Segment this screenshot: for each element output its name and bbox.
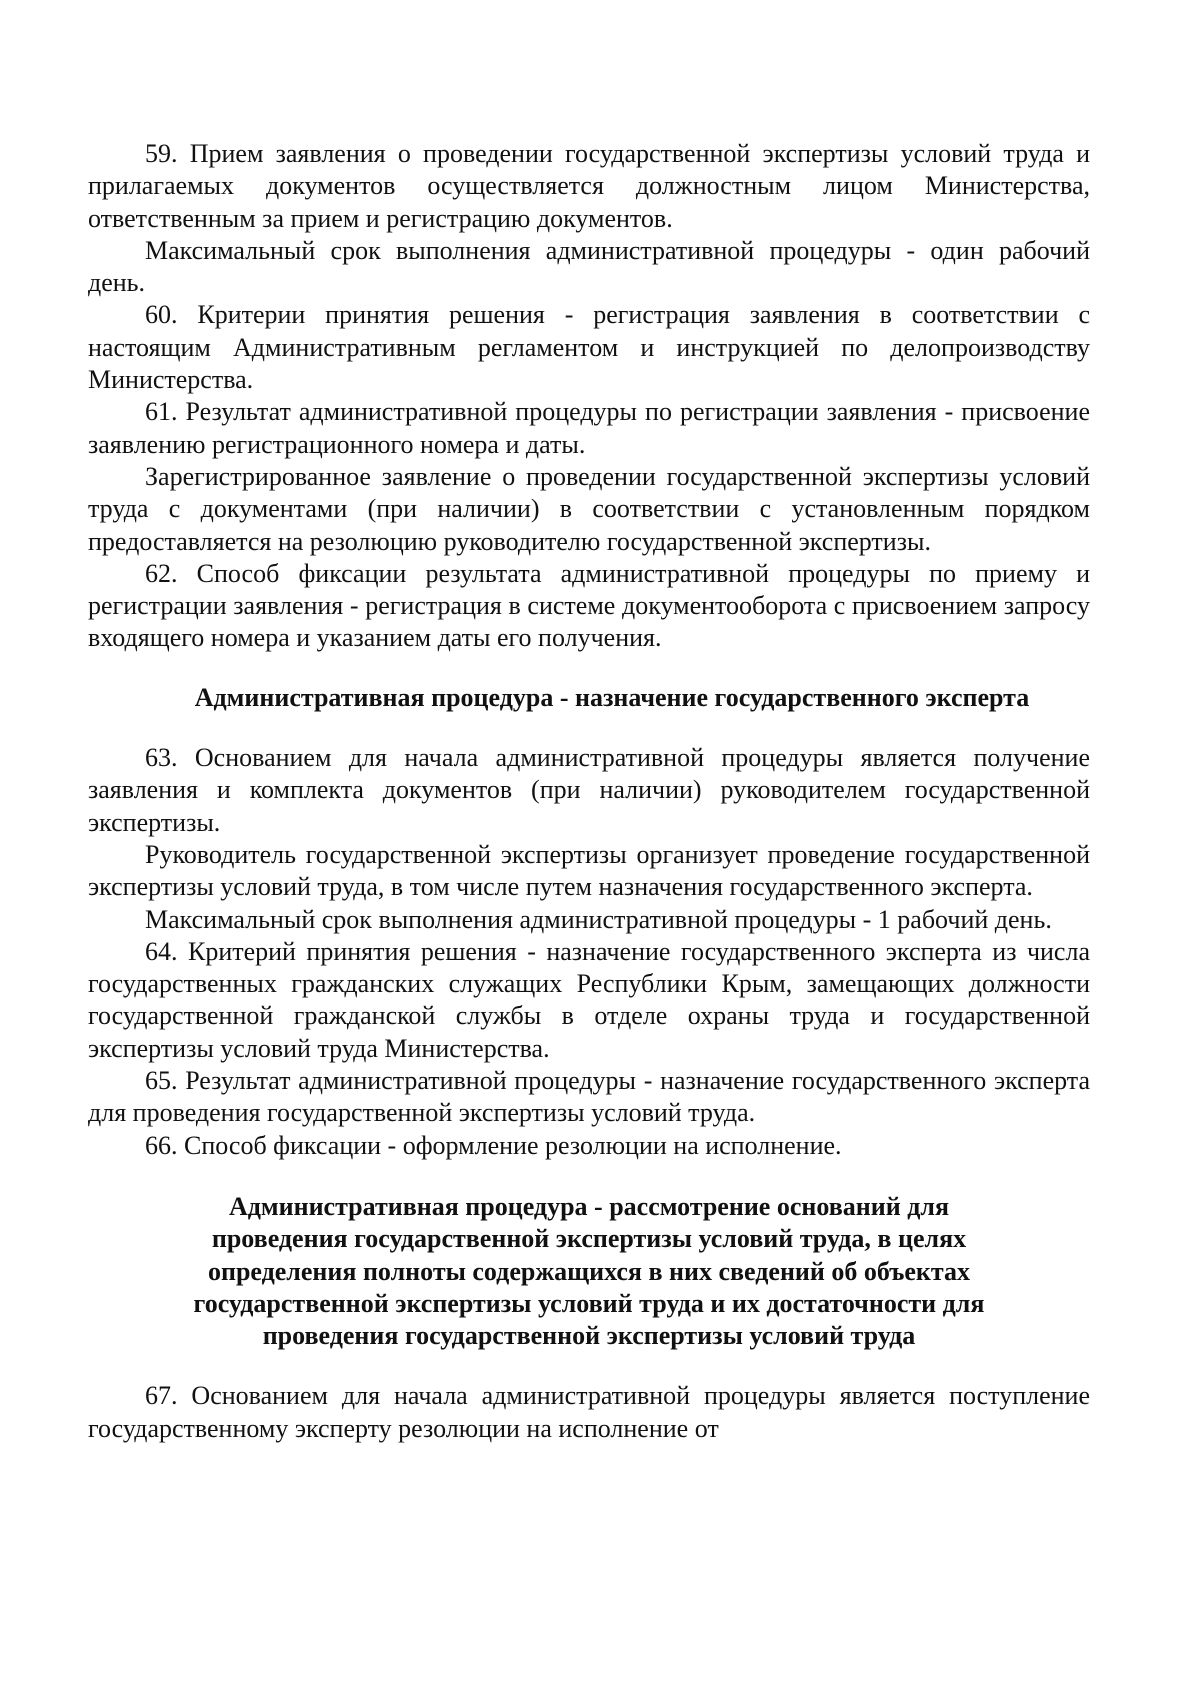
heading-line: определения полноты содержащихся в них сведений об объектах: [207, 1256, 971, 1286]
heading-line: Административная процедура - рассмотрение оснований для: [228, 1191, 950, 1221]
paragraph-61: 61. Результат административной процедуры по регистрации заявления - присвоение заявлению регистрационного номера и даты.: [88, 397, 1090, 459]
paragraph-65: 65. Результат административной процедуры - назначение государственного эксперта для проведения государственной экспертизы условий труда.: [88, 1066, 1090, 1128]
section-heading-expert-appointment: Административная процедура - назначение государственного эксперта: [194, 682, 1030, 712]
paragraph-61-registered-application: Зарегистрированное заявление о проведении государственной экспертизы условий труда с документами (при наличии) в соответствии с установленным порядком предоставляется на резолюцию руководителю государственной экспертизы.: [88, 461, 1090, 556]
paragraph-63: 63. Основанием для начала административной процедуры является получение заявления и комплекта документов (при наличии) руководителем государственной экспертизы.: [88, 743, 1090, 837]
paragraph-63-deadline: Максимальный срок выполнения административной процедуры - 1 рабочий день.: [145, 904, 1052, 934]
heading-line: государственной экспертизы условий труда и их достаточности для: [193, 1288, 985, 1318]
heading-line: проведения государственной экспертизы условий труда: [262, 1321, 916, 1351]
paragraph-67: 67. Основанием для начала административной процедуры является поступление государственному эксперту резолюции на исполнение от: [88, 1381, 1090, 1443]
paragraph-64: 64. Критерий принятия решения - назначение государственного эксперта из числа государственных гражданских служащих Республики Крым, замещающих должности государственной гражданской службы в отделе охраны труда и государственной экспертизы условий труда Министерства.: [88, 936, 1090, 1063]
heading-line: проведения государственной экспертизы условий труда, в целях: [211, 1224, 967, 1254]
document-body: [88, 138, 1090, 1445]
paragraph-62: 62. Способ фиксации результата административной процедуры по приему и регистрации заявления - регистрация в системе документооборота с присвоением запросу входящего номера и указанием даты его получения.: [88, 558, 1090, 653]
paragraph-60: 60. Критерии принятия решения - регистрация заявления в соответствии с настоящим Административным регламентом и инструкцией по делопроизводству Министерства.: [88, 300, 1090, 395]
paragraph-63-head-organizes: Руководитель государственной экспертизы организует проведение государственной экспертизы условий труда, в том числе путем назначения государственного эксперта.: [88, 839, 1090, 902]
paragraph-66: 66. Способ фиксации - оформление резолюции на исполнение.: [145, 1130, 842, 1160]
section-heading-grounds-review: [88, 1191, 1090, 1352]
paragraph-59: 59. Прием заявления о проведении государственной экспертизы условий труда и прилагаемых документов осуществляется должностным лицом Министерства, ответственным за прием и регистрацию документов.: [88, 139, 1090, 233]
paragraph-59-deadline: Максимальный срок выполнения административной процедуры - один рабочий день.: [88, 235, 1090, 298]
